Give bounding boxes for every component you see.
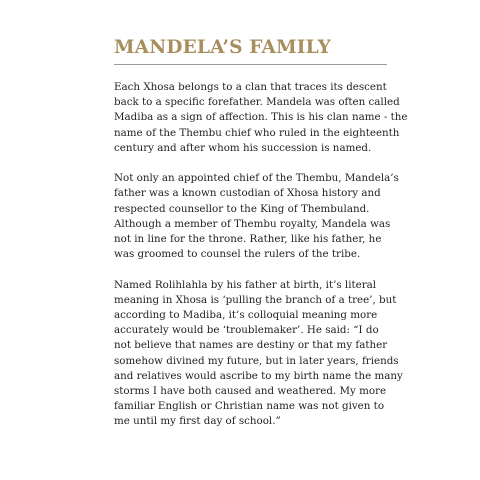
- paragraph-name: [114, 278, 403, 430]
- paragraph-clan: [114, 80, 408, 156]
- article-body: [114, 80, 408, 445]
- text-line: respected counsellor to the King of Thembuland.: [114, 202, 370, 215]
- page-title: MANDELA’S FAMILY: [114, 37, 332, 58]
- text-line: accurately would be ‘troublemaker’. He said: “I do: [114, 324, 379, 337]
- text-line: father was a known custodian of Xhosa history and: [114, 187, 381, 200]
- text-line: storms I have both caused and weathered. My more: [114, 385, 387, 398]
- text-line: Not only an appointed chief of the Thembu, Mandela’s: [114, 172, 399, 185]
- text-line: not in line for the throne. Rather, like his father, he: [114, 233, 382, 246]
- text-line: was groomed to counsel the rulers of the tribe.: [114, 248, 361, 261]
- paragraph-father: [114, 171, 399, 262]
- text-line: Each Xhosa belongs to a clan that traces its descent: [114, 81, 387, 93]
- title-divider: [114, 64, 387, 65]
- text-line: somehow divined my future, but in later years, friends: [114, 354, 399, 367]
- text-line: back to a specific forefather. Mandela was often called: [114, 96, 400, 109]
- text-line: not believe that names are destiny or that my father: [114, 339, 388, 352]
- text-line: familiar English or Christian name was not given to: [114, 400, 385, 413]
- text-line: Named Rolihlahla by his father at birth, it’s literal: [114, 278, 377, 291]
- text-line: Although a member of Thembu royalty, Mandela was: [114, 217, 391, 230]
- text-line: meaning in Xhosa is ‘pulling the branch of a tree’, but: [114, 293, 397, 306]
- text-line: and relatives would ascribe to my birth name the many: [114, 369, 403, 382]
- text-line: me until my first day of school.”: [114, 415, 281, 428]
- text-line: name of the Thembu chief who ruled in the eighteenth: [114, 126, 400, 139]
- text-line: Madiba as a sign of affection. This is his clan name - the: [114, 111, 408, 124]
- text-line: according to Madiba, it’s colloquial meaning more: [114, 309, 378, 322]
- text-line: century and after whom his succession is named.: [114, 141, 372, 154]
